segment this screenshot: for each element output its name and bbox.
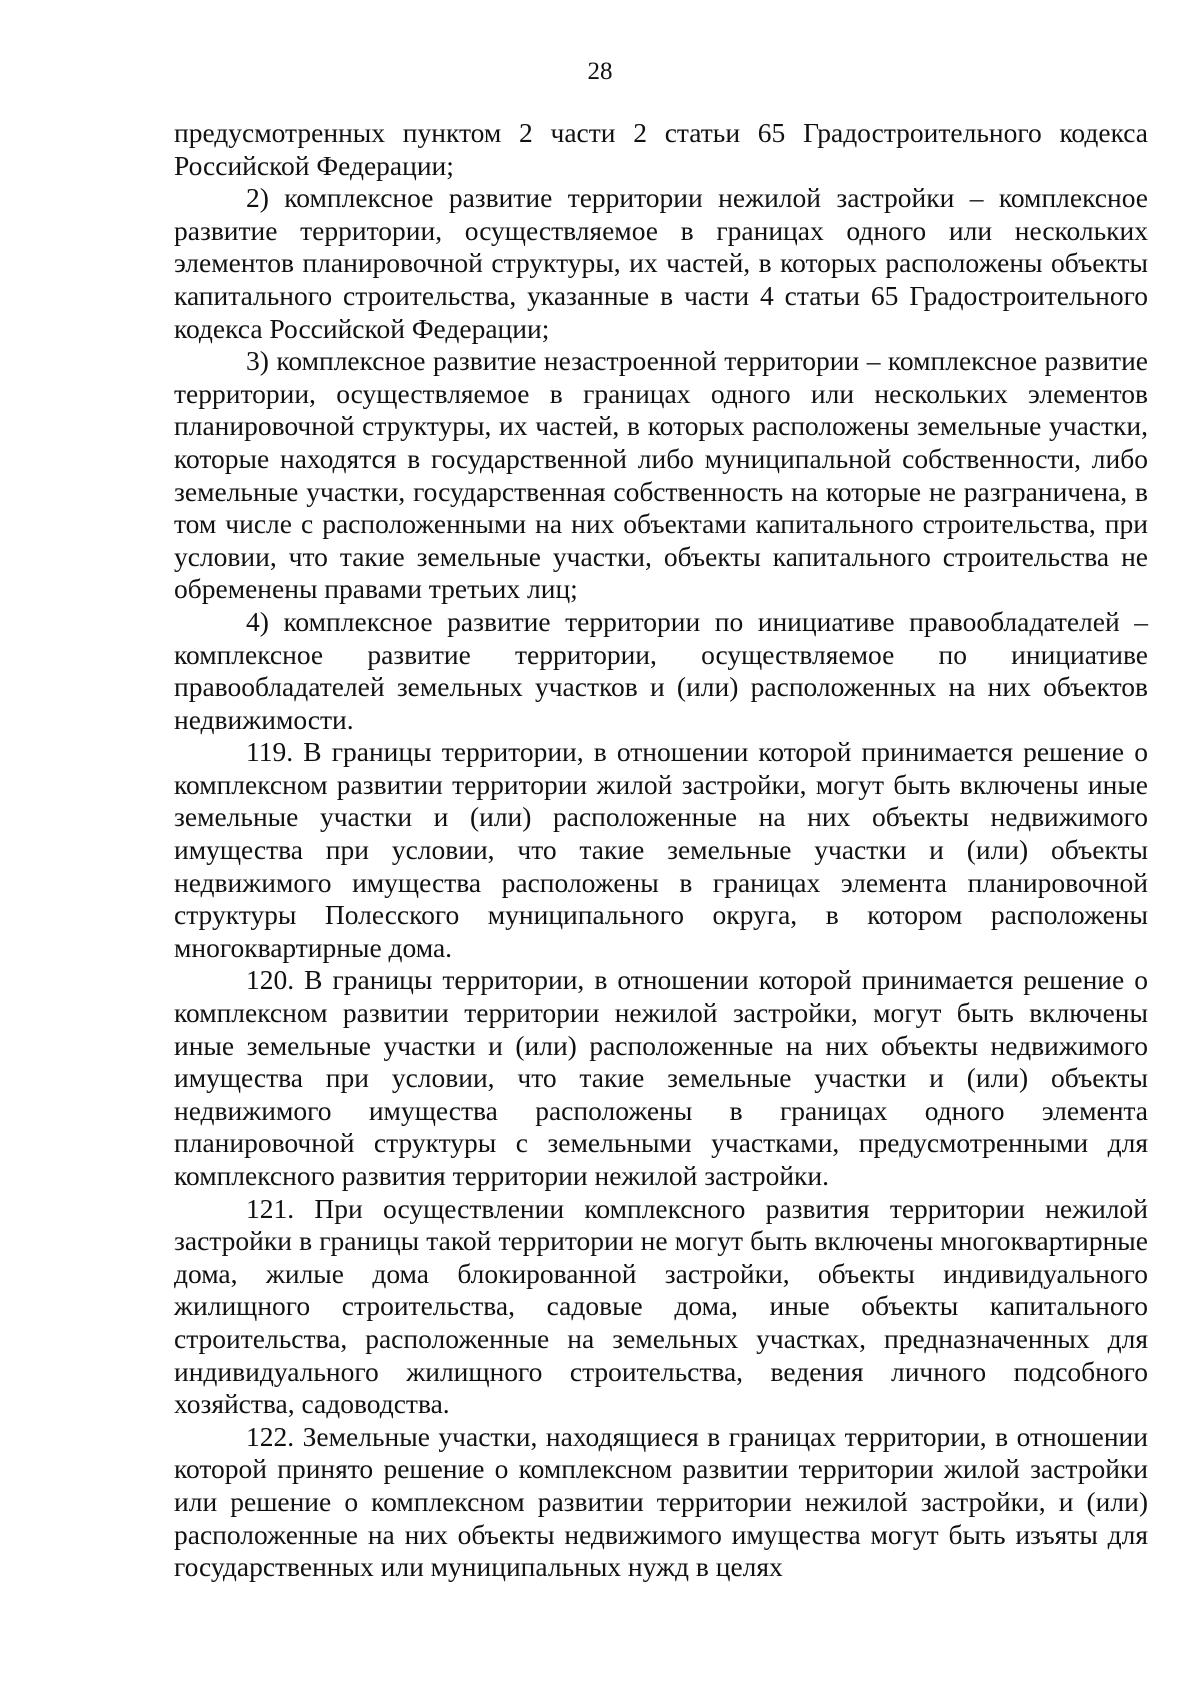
paragraph-120: 120. В границы территории, в отношении которой принимается решение о комплексном развитии территории нежилой застройки, могут быть включены иные земельные участки и (или) расположенные на них объекты недвижимого имущества при условии, что такие земельные участки и (или) объекты недвижимого имущества расположены в границах одного элемента планировочной структуры с земельными участками, предусмотренными для комплексного развития территории нежилой застройки. (174, 964, 1148, 1191)
page-number: 28 (587, 58, 613, 85)
paragraph-continuation: предусмотренных пунктом 2 части 2 статьи 65 Градостроительного кодекса Российской Федерации; (174, 117, 1148, 181)
paragraph-122: 122. Земельные участки, находящиеся в границах территории, в отношении которой принято решение о комплексном развитии территории жилой застройки или решение о комплексном развитии территории нежилой застройки, и (или) расположенные на них объекты недвижимого имущества могут быть изъяты для государственных или муниципальных нужд в целях (174, 1420, 1148, 1583)
paragraph-item-4: 4) комплексное развитие территории по инициативе правообладателей – комплексное развитие территории, осуществляемое по инициативе правообладателей земельных участков и (или) расположенных на них объектов недвижимости. (174, 605, 1148, 735)
paragraph-item-3: 3) комплексное развитие незастроенной территории – комплексное развитие территории, осуществляемое в границах одного или нескольких элементов планировочной структуры, их частей, в которых расположены земельные участки, которые находятся в государственной либо муниципальной собственности, либо земельные участки, государственная собственность на которые не разграничена, в том числе с расположенными на них объектами капитального строительства, при условии, что такие земельные участки, объекты капитального строительства не обременены правами третьих лиц; (174, 345, 1148, 605)
document-body (174, 117, 1148, 1584)
paragraph-121: 121. При осуществлении комплексного развития территории нежилой застройки в границы такой территории не могут быть включены многоквартирные дома, жилые дома блокированной застройки, объекты индивидуального жилищного строительства, садовые дома, иные объекты капитального строительства, расположенные на земельных участках, предназначенных для индивидуального жилищного строительства, ведения личного подсобного хозяйства, садоводства. (174, 1192, 1148, 1420)
paragraph-item-2: 2) комплексное развитие территории нежилой застройки – комплексное развитие территории, осуществляемое в границах одного или нескольких элементов планировочной структуры, их частей, в которых расположены объекты капитального строительства, указанные в части 4 статьи 65 Градостроительного кодекса Российской Федерации; (174, 182, 1148, 344)
paragraph-119: 119. В границы территории, в отношении которой принимается решение о комплексном развитии территории жилой застройки, могут быть включены иные земельные участки и (или) расположенные на них объекты недвижимого имущества при условии, что такие земельные участки и (или) объекты недвижимого имущества расположены в границах элемента планировочной структуры Полесского муниципального округа, в котором расположены многоквартирные дома. (174, 736, 1148, 963)
